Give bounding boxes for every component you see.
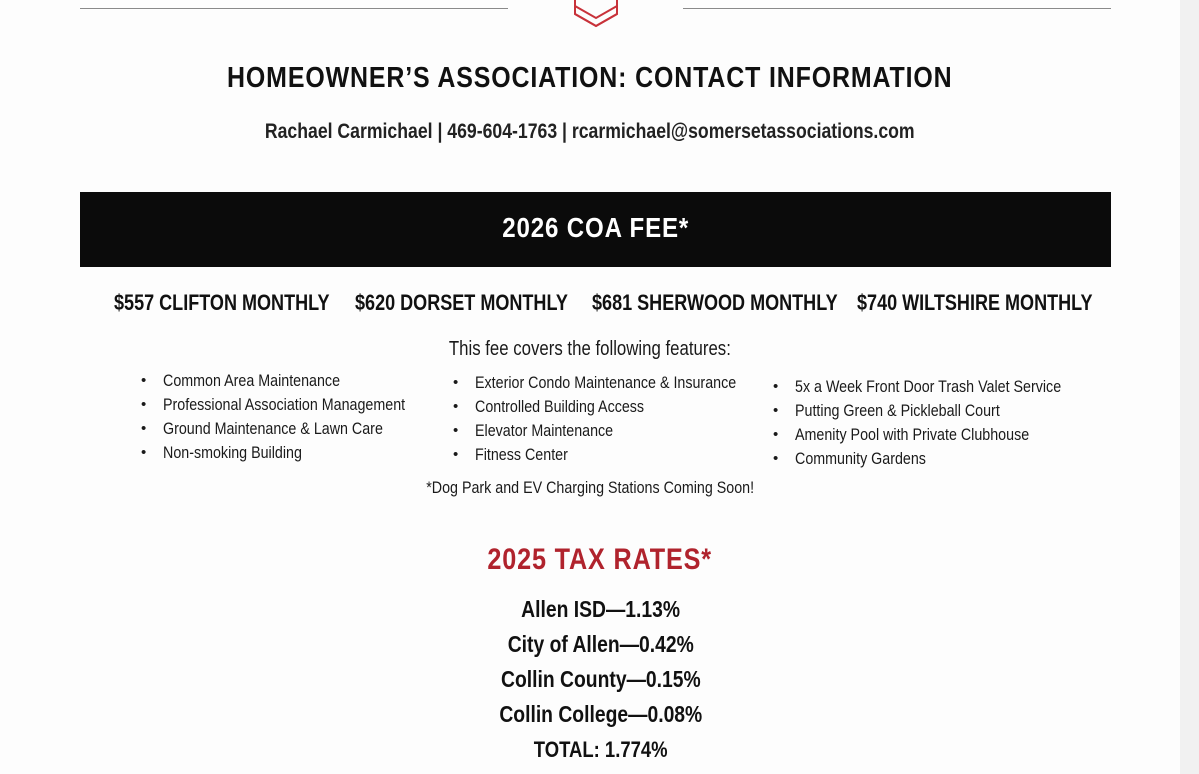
top-rule-right <box>683 8 1111 9</box>
coa-fee-title: 2026 COA FEE* <box>502 212 689 243</box>
fee-dorset: $620 DORSET MONTHLY <box>355 290 568 315</box>
list-item: • Exterior Condo Maintenance & Insurance <box>453 373 737 392</box>
list-item: • Ground Maintenance & Lawn Care <box>141 419 383 438</box>
list-item: • Putting Green & Pickleball Court <box>773 401 1000 420</box>
scan-edge <box>1180 0 1199 774</box>
list-item: • Elevator Maintenance <box>453 421 614 440</box>
features-list-left <box>139 369 451 465</box>
tax-rates-title: 2025 TAX RATES* <box>487 543 713 576</box>
features-list-right <box>771 375 1112 471</box>
list-item: • Fitness Center <box>453 445 568 464</box>
tax-rate-row: Collin County—0.15% <box>501 666 701 692</box>
list-item: • Amenity Pool with Private Clubhouse <box>773 425 1030 444</box>
top-rule-left <box>80 8 508 9</box>
coa-fee-banner <box>80 192 1111 267</box>
list-item: • Non-smoking Building <box>141 443 302 462</box>
fee-clifton: $557 CLIFTON MONTHLY <box>114 290 330 315</box>
hexagon-logo-icon <box>567 0 625 32</box>
list-item: • Professional Association Management <box>141 395 406 414</box>
tax-total: TOTAL: 1.774% <box>534 737 668 762</box>
hoa-contact-line: Rachael Carmichael | 469-604-1763 | rcarmichael@somersetassociations.com <box>265 120 915 143</box>
tax-rate-row: Collin College—0.08% <box>499 701 703 727</box>
tax-rate-row: City of Allen—0.42% <box>507 631 695 657</box>
tax-rate-row: Allen ISD—1.13% <box>521 596 681 622</box>
fee-wiltshire: $740 WILTSHIRE MONTHLY <box>857 290 1093 315</box>
tax-rates-list <box>0 592 1199 767</box>
fee-sherwood: $681 SHERWOOD MONTHLY <box>592 290 838 315</box>
list-item: • 5x a Week Front Door Trash Valet Service <box>773 377 1062 396</box>
list-item: • Common Area Maintenance <box>141 371 341 390</box>
list-item: • Controlled Building Access <box>453 397 645 416</box>
hoa-contact-title: HOMEOWNER’S ASSOCIATION: CONTACT INFORMATION <box>227 62 953 94</box>
fee-covers-text: This fee covers the following features: <box>448 338 732 360</box>
features-list-middle <box>451 371 786 467</box>
coming-soon-note: *Dog Park and EV Charging Stations Coming Soon! <box>426 478 754 497</box>
list-item: • Community Gardens <box>773 449 926 468</box>
